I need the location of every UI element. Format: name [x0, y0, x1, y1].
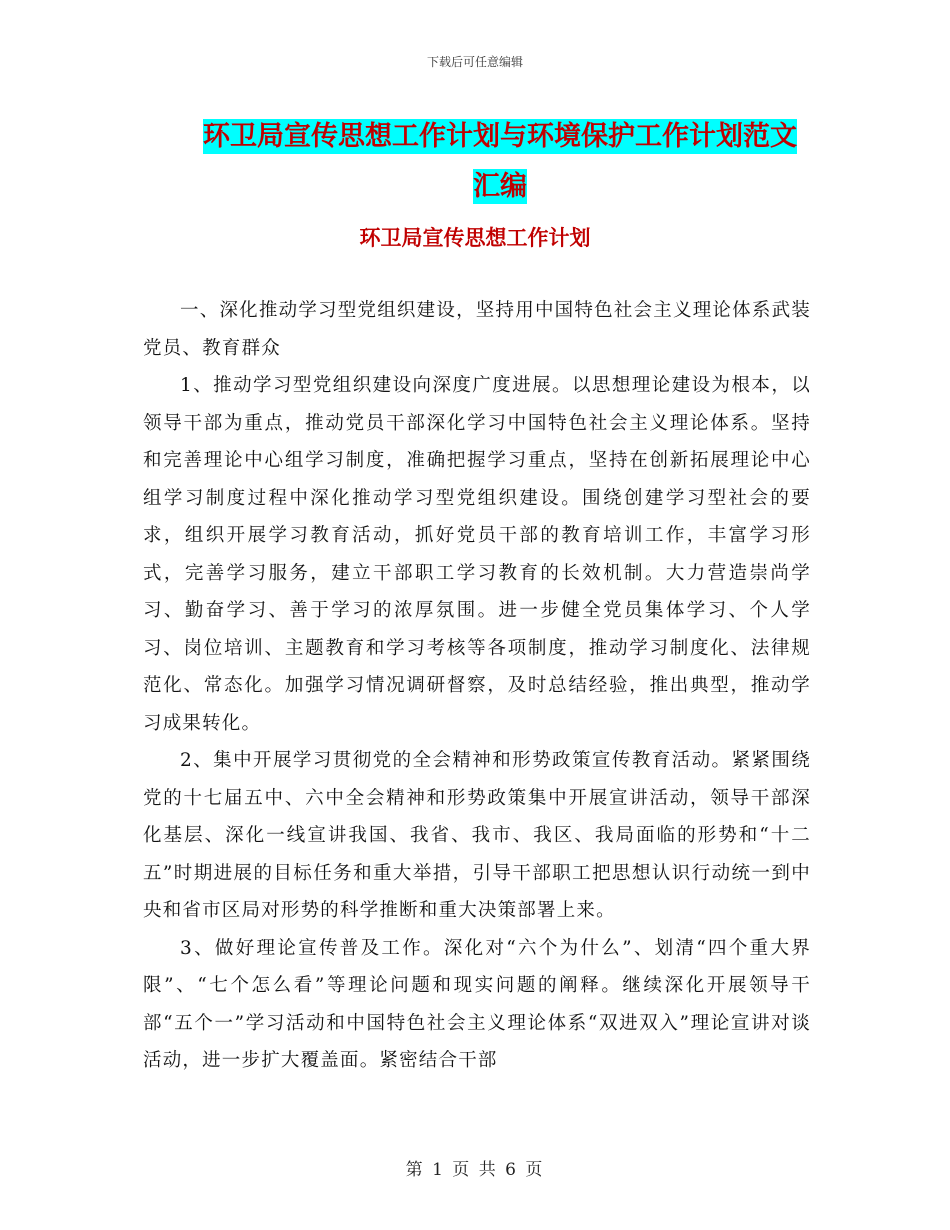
header-note: 下载后可任意编辑: [426, 55, 523, 69]
page-footer: 第 1 页 共 6 页: [405, 1160, 545, 1180]
document-title-text: 环卫局宣传思想工作计划与环境保护工作计划范文汇编: [203, 121, 797, 202]
paragraph: 2、集中开展学习贯彻党的全会精神和形势政策宣传教育活动。紧紧围绕党的十七届五中、六中全会精神和形势政策集中开展宣讲活动，领导干部深化基层、深化一线宣讲我国、我省、我市、我区、我局面临的形势和“十二五”时期进展的目标任务和重大举措，引导干部职工把思想认识行动统一到中央和省市区局对形势的科学推断和重大决策部署上来。: [143, 750, 811, 921]
paragraph: 3、做好理论宣传普及工作。深化对“六个为什么”、划清“四个重大界限”、“七个怎么看”等理论问题和现实问题的阐释。继续深化开展领导干部“五个一”学习活动和中国特色社会主义理论体系“双进双入”理论宣讲对谈活动，进一步扩大覆盖面。紧密结合干部: [143, 937, 811, 1071]
document-body: [143, 292, 811, 1080]
paragraph-heading: 一、深化推动学习型党组织建设，坚持用中国特色社会主义理论体系武装党员、教育群众: [143, 300, 811, 359]
paragraph: 1、推动学习型党组织建设向深度广度进展。以思想理论建设为根本，以领导干部为重点，推动党员干部深化学习中国特色社会主义理论体系。坚持和完善理论中心组学习制度，准确把握学习重点，坚持在创新拓展理论中心组学习制度过程中深化推动学习型党组织建设。围绕创建学习型社会的要求，组织开展学习教育活动，抓好党员干部的教育培训工作，丰富学习形式，完善学习服务，建立干部职工学习教育的长效机制。大力营造崇尚学习、勤奋学习、善于学习的浓厚氛围。进一步健全党员集体学习、个人学习、岗位培训、主题教育和学习考核等各项制度，推动学习制度化、法律规范化、常态化。加强学习情况调研督察，及时总结经验，推出典型，推动学习成果转化。: [143, 375, 811, 734]
document-title: [190, 112, 810, 212]
section-title: 环卫局宣传思想工作计划: [359, 226, 591, 250]
